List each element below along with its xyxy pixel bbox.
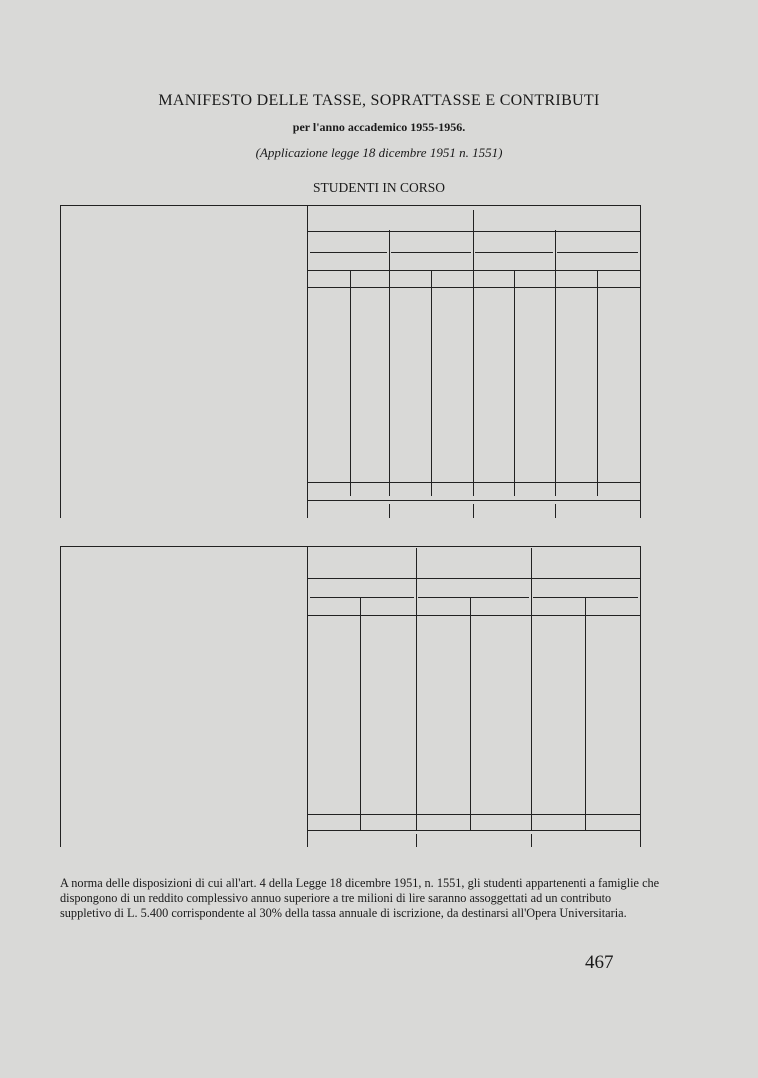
row-rule — [391, 252, 471, 253]
document-subtitle: per l'anno accademico 1955-1956. — [292, 120, 466, 134]
column-rule — [555, 504, 556, 518]
column-rule — [389, 504, 390, 518]
row-rule — [307, 500, 640, 501]
row-rule — [307, 482, 640, 483]
column-rule — [60, 546, 61, 847]
column-rule — [473, 210, 474, 496]
page-number: 467 — [585, 952, 614, 973]
column-rule — [531, 834, 532, 847]
column-rule — [473, 504, 474, 518]
column-rule — [597, 270, 598, 496]
column-rule — [640, 205, 641, 518]
row-rule — [310, 252, 387, 253]
section-title: STUDENTI IN CORSO — [312, 180, 445, 195]
row-rule — [475, 252, 553, 253]
column-rule — [470, 598, 471, 830]
row-rule — [307, 615, 640, 616]
row-rule — [60, 205, 641, 206]
footnote: A norma delle disposizioni di cui all'art. 4 della Legge 18 dicembre 1951, n. 1551, gli studenti appartenenti a famiglie che dispongono di un reddito complessivo annuo superiore a tre milioni di lire saranno assoggettati ad un contributo suppletivo di L. 5.400 corrispondente al 30% della tassa annuale di iscrizione, da destinarsi all'Opera Universitaria. — [60, 876, 660, 920]
law-reference: (Applicazione legge 18 dicembre 1951 n. 1551) — [255, 145, 503, 160]
column-rule — [307, 546, 308, 847]
column-rule — [514, 270, 515, 496]
row-rule — [557, 252, 638, 253]
row-rule — [307, 231, 640, 232]
row-rule — [307, 270, 640, 271]
row-rule — [307, 830, 640, 831]
row-rule — [307, 287, 640, 288]
column-rule — [307, 205, 308, 518]
column-rule — [585, 598, 586, 830]
column-rule — [416, 548, 417, 830]
column-rule — [360, 598, 361, 830]
row-rule — [310, 597, 414, 598]
row-rule — [533, 597, 638, 598]
document-title: MANIFESTO DELLE TASSE, SOPRATTASSE E CONTRIBUTI — [158, 92, 600, 109]
column-rule — [531, 548, 532, 830]
column-rule — [350, 270, 351, 496]
column-rule — [640, 546, 641, 847]
column-rule — [60, 205, 61, 518]
row-rule — [60, 546, 641, 547]
row-rule — [418, 597, 529, 598]
column-rule — [416, 834, 417, 847]
row-rule — [307, 578, 640, 579]
column-rule — [431, 270, 432, 496]
row-rule — [307, 814, 640, 815]
